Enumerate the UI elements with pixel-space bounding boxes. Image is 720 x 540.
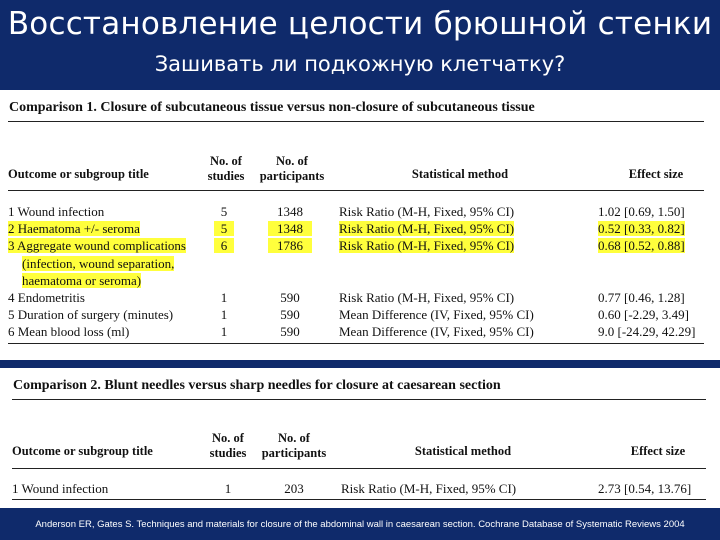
cell-method: Risk Ratio (M-H, Fixed, 95% CI) — [339, 238, 515, 253]
cell-studies: 6 — [214, 238, 234, 253]
cell-method: Risk Ratio (M-H, Fixed, 95% CI) — [339, 290, 515, 305]
cell-method: Risk Ratio (M-H, Fixed, 95% CI) — [339, 204, 515, 219]
cell-participants: 590 — [280, 290, 300, 305]
cell-studies: 1 — [220, 307, 228, 322]
slide-subtitle: Зашивать ли подкожную клетчатку? — [154, 52, 566, 76]
cell-effect: 0.77 [0.46, 1.28] — [598, 290, 685, 305]
cell-participants: 1348 — [277, 204, 303, 219]
cell-effect: 1.02 [0.69, 1.50] — [598, 204, 685, 219]
slide-title: Восстановление целости брюшной стенки — [7, 6, 713, 42]
header-method: Statistical method — [411, 167, 509, 181]
comparison-2-title: Comparison 2. Blunt needles versus sharp needles for closure at caesarean section — [13, 378, 501, 393]
cell-studies: 5 — [214, 221, 234, 236]
cell-effect: 0.60 [-2.29, 3.49] — [598, 307, 689, 322]
comparison-2-table — [0, 368, 720, 508]
cell-effect: 9.0 [-24.29, 42.29] — [598, 324, 696, 339]
cell-outcome: 1 Wound infection — [12, 481, 109, 496]
header-outcome: Outcome or subgroup title — [8, 167, 149, 181]
cell-effect: 0.52 [0.33, 0.82] — [598, 221, 685, 236]
cell-method: Risk Ratio (M-H, Fixed, 95% CI) — [339, 221, 515, 236]
cell-effect: 2.73 [0.54, 13.76] — [598, 481, 692, 496]
cell-outcome: 5 Duration of surgery (minutes) — [8, 307, 174, 322]
divider — [12, 468, 706, 469]
cell-outcome-continuation: haematoma or seroma) — [22, 273, 142, 288]
cell-method: Mean Difference (IV, Fixed, 95% CI) — [339, 324, 534, 339]
divider — [8, 190, 704, 191]
divider — [8, 343, 704, 344]
cell-studies: 1 — [224, 481, 232, 496]
header-studies: No. of studies — [209, 431, 247, 460]
cell-method: Risk Ratio (M-H, Fixed, 95% CI) — [341, 481, 517, 496]
divider — [12, 399, 706, 400]
header-method: Statistical method — [414, 444, 512, 458]
comparison-1-title: Comparison 1. Closure of subcutaneous tissue versus non-closure of subcutaneous tissue — [9, 100, 535, 115]
citation-footer: Anderson ER, Gates S. Techniques and materials for closure of the abdominal wall in caesarean section. Cochrane Database of Systematic Reviews 2004 — [35, 519, 685, 530]
cell-outcome: 3 Aggregate wound complications — [8, 238, 186, 253]
cell-method: Mean Difference (IV, Fixed, 95% CI) — [339, 307, 534, 322]
cell-studies: 1 — [220, 324, 228, 339]
cell-outcome: 6 Mean blood loss (ml) — [8, 324, 130, 339]
header-outcome: Outcome or subgroup title — [12, 444, 153, 458]
header-effect: Effect size — [630, 444, 686, 458]
cell-participants: 1786 — [268, 238, 312, 253]
header-studies: No. of studies — [207, 154, 245, 183]
divider — [12, 499, 706, 500]
cell-outcome-continuation: (infection, wound separation, — [22, 256, 175, 271]
cell-outcome: 4 Endometritis — [8, 290, 85, 305]
cell-studies: 5 — [220, 204, 228, 219]
header-participants: No. of participants — [259, 154, 325, 183]
header-participants: No. of participants — [261, 431, 327, 460]
cell-participants: 590 — [280, 307, 300, 322]
header-effect: Effect size — [628, 167, 684, 181]
cell-participants: 1348 — [268, 221, 312, 236]
cell-participants: 203 — [284, 481, 304, 496]
cell-studies: 1 — [220, 290, 228, 305]
cell-outcome: 2 Haematoma +/- seroma — [8, 221, 140, 236]
divider — [8, 121, 704, 122]
cell-effect: 0.68 [0.52, 0.88] — [598, 238, 685, 253]
comparison-1-table — [0, 90, 720, 360]
cell-outcome: 1 Wound infection — [8, 204, 105, 219]
cell-participants: 590 — [280, 324, 300, 339]
